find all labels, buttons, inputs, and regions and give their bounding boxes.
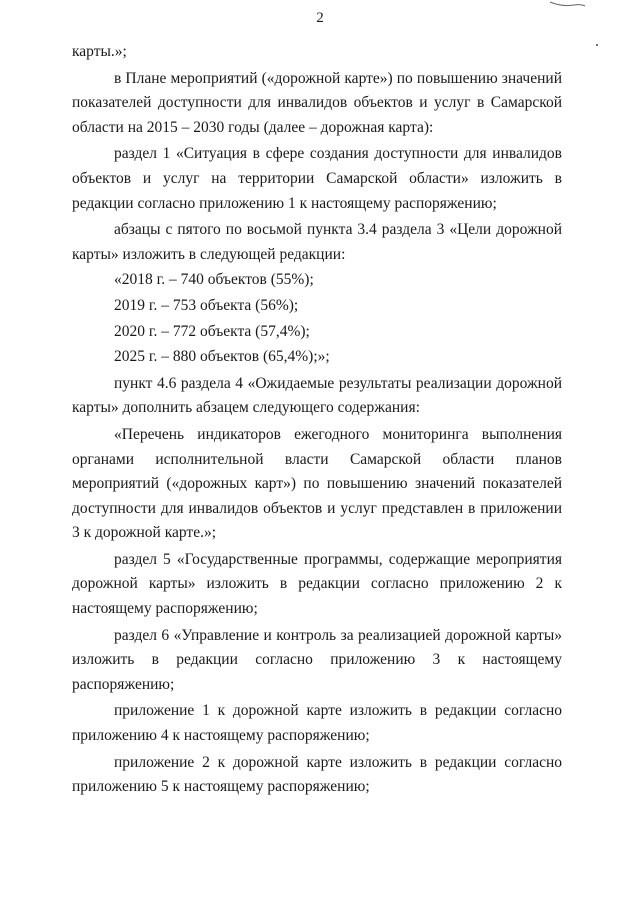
paragraph: раздел 5 «Государственные программы, содержащие мероприятия дорожной карты» изложить в редакции согласно приложению 2 к настоящему распоряжению; (72, 550, 562, 618)
scan-mark-top-right (548, 0, 588, 8)
paragraph: в Плане мероприятий («дорожной карте») по повышению значений показателей доступности для инвалидов объектов и услуг в Самарской области на 2015 – 2030 годы (далее – дорожная карта): (72, 69, 562, 136)
paragraph: пункт 4.6 раздела 4 «Ожидаемые результаты реализации дорожной карты» дополнить абзацем следующего содержания: (72, 374, 562, 417)
list-item: 2025 г. – 880 объектов (65,4%);»; (114, 348, 330, 366)
paragraph: абзацы с пятого по восьмой пункта 3.4 раздела 3 «Цели дорожной карты» изложить в следующей редакции: (72, 221, 562, 263)
paragraph: приложение 1 к дорожной карте изложить в редакции согласно приложению 4 к настоящему распоряжению; (72, 702, 562, 745)
list-item: 2019 г. – 753 объекта (56%); (114, 296, 299, 314)
paragraph-line: распоряжению; (72, 675, 175, 693)
page-number: 2 (316, 10, 324, 26)
paragraph (72, 624, 562, 698)
paragraph: приложение 2 к дорожной карте изложить в редакции согласно приложению 5 к настоящему распоряжению; (72, 753, 562, 796)
paragraph-line: раздел 6 «Управление и контроль за реализацией дорожной карты» (114, 626, 562, 644)
scan-dot (596, 44, 598, 46)
document-body (72, 40, 562, 800)
paragraph: карты.»; (72, 43, 127, 60)
paragraph: «Перечень индикаторов ежегодного мониторинга выполнения органами исполнительной власти Самарской области планов мероприятий («дорожных карт») по повышению значений показателей доступности для инвалидов объектов и услуг представлен в приложении 3 к дорожной карте.»; (72, 425, 562, 542)
paragraph-line: изложить в редакции согласно приложению 3 к настоящему (72, 651, 562, 669)
list-item: 2020 г. – 772 объекта (57,4%); (114, 322, 310, 340)
list-item: «2018 г. – 740 объектов (55%); (114, 271, 314, 289)
paragraph: раздел 1 «Ситуация в сфере создания доступности для инвалидов объектов и услуг на территории Самарской области» изложить в редакции согласно приложению 1 к настоящему распоряжению; (72, 145, 562, 212)
